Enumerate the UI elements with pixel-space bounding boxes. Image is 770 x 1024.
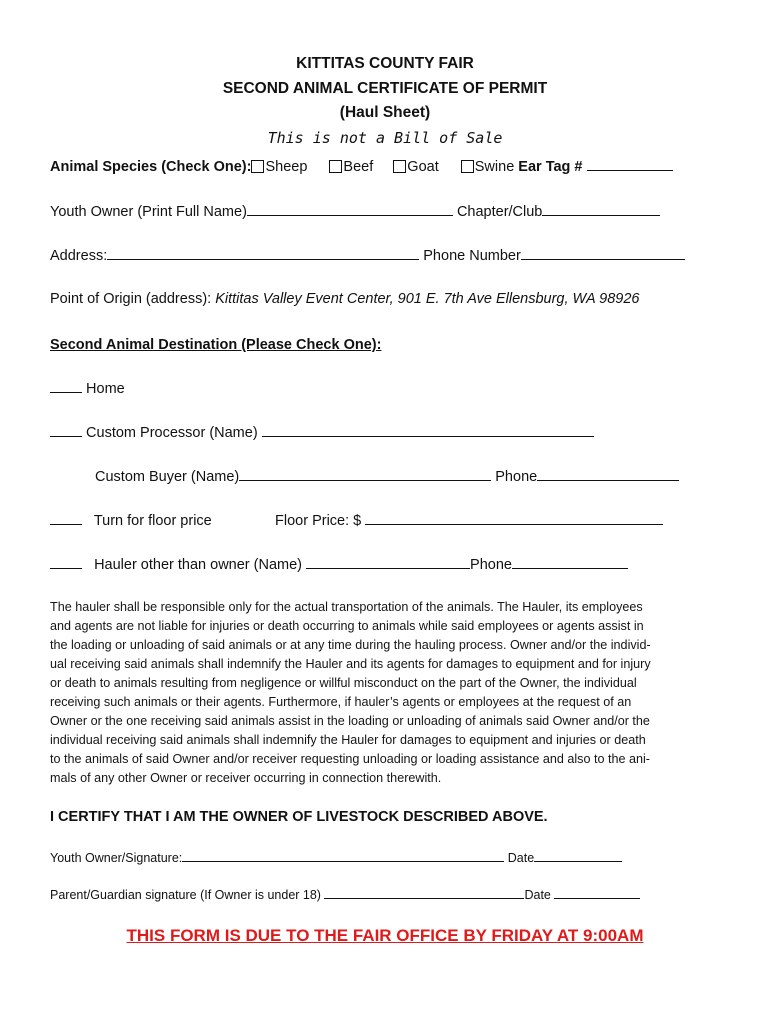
buyer-phone-label: Phone: [495, 469, 538, 485]
liability-line: ual receiving said animals shall indemnify the Hauler and its agents for damages to equipment and for injury: [50, 657, 651, 671]
date-field-2[interactable]: [554, 886, 640, 899]
hauler-check-field[interactable]: [50, 556, 82, 569]
custom-processor-label: Custom Processor (Name): [86, 425, 258, 441]
phone-number-label: Phone Number: [423, 248, 521, 264]
floor-price-field[interactable]: [365, 512, 663, 525]
checkbox-goat[interactable]: [393, 160, 406, 173]
hauler-label: Hauler other than owner (Name): [94, 557, 302, 573]
home-check-field[interactable]: [50, 380, 82, 393]
form-title-fair: KITTITAS COUNTY FAIR: [296, 55, 474, 72]
ear-tag-label: Ear Tag #: [518, 159, 583, 175]
youth-owner-field[interactable]: [247, 203, 453, 216]
destination-heading: Second Animal Destination (Please Check One):: [50, 337, 382, 353]
origin-row: [50, 291, 639, 307]
liability-line: Owner or the one receiving said animals assist in the loading or unloading of animals said Owner and/or the: [50, 714, 650, 728]
liability-line: or death to animals resulting from negligence or willful misconduct on the part of the Owner, the individual: [50, 676, 637, 690]
custom-processor-row: [50, 424, 594, 441]
liability-line: the loading or unloading of said animals or at any time during the hauling process. Owner and/or the individ-: [50, 638, 651, 652]
liability-line: receiving such animals or their agents. Furthermore, if hauler’s agents or employees at the request of an: [50, 695, 632, 709]
checkbox-beef[interactable]: [329, 160, 342, 173]
youth-signature-field[interactable]: [182, 849, 504, 862]
parent-signature-row: [50, 886, 640, 902]
liability-line: The hauler shall be responsible only for the actual transportation of the animals. The Hauler, its employees: [50, 600, 643, 614]
custom-buyer-name-field[interactable]: [239, 468, 491, 481]
date-field-1[interactable]: [534, 849, 622, 862]
species-row: [50, 158, 673, 175]
address-row: [50, 247, 685, 264]
form-title-permit: SECOND ANIMAL CERTIFICATE OF PERMIT: [222, 80, 548, 97]
form-subtitle: This is not a Bill of Sale: [267, 129, 503, 147]
form-title-haul-sheet: (Haul Sheet): [339, 104, 431, 121]
due-notice-wrap: [0, 926, 770, 946]
liability-line: to the animals of said Owner and/or receiver requesting unloading or loading assistance and also to the ani-: [50, 752, 650, 766]
chapter-field[interactable]: [542, 203, 660, 216]
destination-home-row: [50, 380, 125, 397]
custom-buyer-row: [95, 468, 679, 485]
floor-price-label: Floor Price: $: [275, 513, 362, 529]
youth-owner-label: Youth Owner (Print Full Name): [50, 204, 247, 220]
hauler-name-field[interactable]: [306, 556, 470, 569]
custom-processor-name-field[interactable]: [262, 424, 594, 437]
chapter-label: Chapter/Club: [456, 204, 543, 220]
species-option-swine: Swine: [474, 159, 515, 175]
address-field[interactable]: [107, 247, 419, 260]
origin-label: Point of Origin (address):: [50, 291, 212, 307]
hauler-phone-field[interactable]: [512, 556, 628, 569]
liability-line: and agents are not liable for injuries or death occurring to animals while said employees or agents assist in: [50, 619, 644, 633]
address-label: Address:: [50, 248, 108, 264]
liability-line: individual receiving said animals shall indemnify the Hauler for damages to equipment and injuries or death: [50, 733, 646, 747]
due-notice: THIS FORM IS DUE TO THE FAIR OFFICE BY FRIDAY AT 9:00AM: [126, 926, 644, 945]
floor-label: Turn for floor price: [93, 513, 212, 529]
custom-processor-check-field[interactable]: [50, 424, 82, 437]
origin-value: Kittitas Valley Event Center, 901 E. 7th Ave Ellensburg, WA 98926: [215, 291, 640, 307]
parent-signature-field[interactable]: [324, 886, 524, 899]
species-option-goat: Goat: [407, 159, 439, 175]
certify-statement: I CERTIFY THAT I AM THE OWNER OF LIVESTOCK DESCRIBED ABOVE.: [50, 809, 548, 825]
phone-number-field[interactable]: [521, 247, 685, 260]
species-option-sheep: Sheep: [265, 159, 308, 175]
checkbox-sheep[interactable]: [251, 160, 264, 173]
liability-paragraph: [50, 598, 722, 788]
hauler-phone-label: Phone: [470, 557, 512, 573]
youth-owner-row: [50, 203, 660, 220]
floor-check-field[interactable]: [50, 512, 82, 525]
date-label-2: Date: [524, 888, 551, 902]
buyer-phone-field[interactable]: [537, 468, 679, 481]
floor-price-amount-row: [275, 512, 663, 529]
youth-signature-label: Youth Owner/Signature:: [50, 851, 183, 865]
checkbox-swine[interactable]: [461, 160, 474, 173]
hauler-row: [50, 556, 628, 573]
custom-buyer-label: Custom Buyer (Name): [95, 469, 240, 485]
liability-line: mals of any other Owner or receiver occurring in connection therewith.: [50, 771, 442, 785]
ear-tag-field[interactable]: [587, 158, 673, 171]
species-option-beef: Beef: [343, 159, 374, 175]
species-label: Animal Species (Check One):: [50, 159, 252, 175]
date-label-1: Date: [507, 851, 535, 865]
floor-price-row: [50, 512, 212, 529]
youth-signature-row: [50, 849, 622, 865]
parent-signature-label: Parent/Guardian signature (If Owner is under 18): [50, 888, 321, 902]
home-label: Home: [86, 381, 125, 397]
